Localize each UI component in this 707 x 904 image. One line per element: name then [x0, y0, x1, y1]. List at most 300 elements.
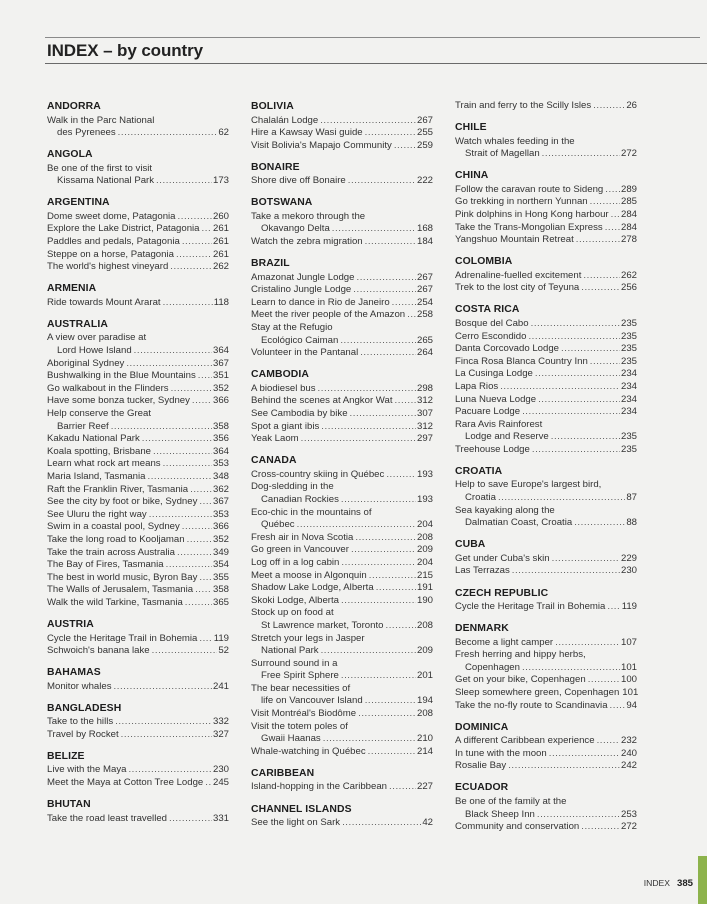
- entry-line: [455, 601, 637, 614]
- leader-dots: [163, 297, 213, 310]
- entry-line: [251, 633, 433, 646]
- entry-page-number: 227: [416, 781, 433, 793]
- entry-page-number: 262: [212, 261, 229, 273]
- entry-text: Maria Island, Tasmania: [47, 470, 146, 482]
- entry-page-number: 101: [620, 661, 637, 673]
- index-entry: [47, 777, 229, 790]
- entry-text: Take the no-fly route to Scandinavia: [455, 699, 608, 711]
- index-entry: [47, 471, 229, 484]
- entry-line: [47, 729, 229, 742]
- entry-page-number: 267: [416, 284, 433, 296]
- leader-dots: [121, 729, 212, 742]
- leader-dots: [321, 645, 416, 658]
- index-entry: [47, 764, 229, 777]
- entry-text: Bushwalking in the Blue Mountains: [47, 370, 196, 382]
- leader-dots: [182, 236, 212, 249]
- entry-text: Explore the Lake District, Patagonia: [47, 223, 200, 235]
- entry-text: Ride towards Mount Ararat: [47, 296, 161, 308]
- index-entry: [251, 322, 433, 347]
- leader-dots: [202, 223, 212, 236]
- entry-text: Have some bonza tucker, Sydney: [47, 395, 190, 407]
- entry-line: [251, 683, 433, 696]
- index-entry: [251, 544, 433, 557]
- leader-dots: [610, 700, 626, 713]
- entry-line: [455, 809, 637, 822]
- entry-text: Bosque del Cabo: [455, 317, 529, 329]
- leader-dots: [318, 383, 416, 396]
- country-heading: CAMBODIA: [251, 369, 309, 381]
- index-entry: [455, 234, 637, 247]
- entry-text: Trek to the lost city of Teyuna: [455, 282, 580, 294]
- index-entry: [455, 222, 637, 235]
- index-entry: [251, 721, 433, 746]
- entry-line: [251, 223, 433, 236]
- entry-line: [47, 127, 229, 140]
- index-entry: [47, 370, 229, 383]
- index-entry: [251, 532, 433, 545]
- entry-page-number: 261: [212, 248, 229, 260]
- entry-page-number: 88: [626, 517, 637, 529]
- leader-dots: [321, 421, 416, 434]
- leader-dots: [376, 582, 416, 595]
- entry-text: Free Spirit Sphere: [261, 670, 339, 682]
- entry-text: Cerro Escondido: [455, 330, 527, 342]
- entry-page-number: 289: [620, 183, 637, 195]
- index-entry: [47, 681, 229, 694]
- entry-text: In tune with the moon: [455, 747, 547, 759]
- index-entry: [47, 163, 229, 188]
- leader-dots: [356, 272, 416, 285]
- entry-page-number: 327: [212, 728, 229, 740]
- entry-text: National Park: [261, 645, 319, 657]
- entry-page-number: 208: [416, 531, 433, 543]
- index-entry: [47, 813, 229, 826]
- leader-dots: [320, 115, 416, 128]
- entry-page-number: 254: [416, 296, 433, 308]
- index-entry: [251, 481, 433, 506]
- index-entry: [455, 406, 637, 419]
- entry-text: Island-hopping in the Caribbean: [251, 781, 388, 793]
- leader-dots: [185, 597, 212, 610]
- leader-dots: [176, 249, 212, 262]
- entry-text: Danta Corcovado Lodge: [455, 343, 560, 355]
- country-heading: CARIBBEAN: [251, 767, 315, 779]
- index-entry: [47, 297, 229, 310]
- entry-page-number: 209: [416, 645, 433, 657]
- entry-text: Lodge and Reserve: [465, 431, 549, 443]
- entry-text: Shore dive off Bonaire: [251, 175, 346, 187]
- entry-page-number: 284: [620, 221, 637, 233]
- entry-page-number: 265: [416, 334, 433, 346]
- entry-page-number: 210: [416, 733, 433, 745]
- country-heading: BOTSWANA: [251, 197, 313, 209]
- entry-line: [251, 236, 433, 249]
- index-entry: [47, 261, 229, 274]
- country-heading: CROATIA: [455, 465, 503, 477]
- entry-text: Take the road least travelled: [47, 812, 167, 824]
- entry-line: [251, 620, 433, 633]
- entry-line: [455, 479, 637, 492]
- entry-text: Take to the hills: [47, 716, 114, 728]
- entry-text: Chalalán Lodge: [251, 114, 319, 126]
- index-entry: [251, 421, 433, 434]
- leader-dots: [149, 509, 212, 522]
- entry-line: [455, 796, 637, 809]
- entry-text: Okavango Delta: [261, 223, 330, 235]
- leader-dots: [551, 431, 620, 444]
- leader-dots: [386, 469, 416, 482]
- entry-text: Fresh herring and hippy herbs,: [455, 649, 586, 661]
- entry-line: [251, 746, 433, 759]
- entry-text: Cristalino Jungle Lodge: [251, 284, 352, 296]
- entry-text: Stay at the Refugio: [251, 322, 333, 334]
- section-tab-marker: [698, 856, 707, 904]
- leader-dots: [368, 746, 416, 759]
- leader-dots: [126, 358, 212, 371]
- entry-line: [455, 331, 637, 344]
- index-section: [251, 454, 433, 758]
- entry-line: [47, 645, 229, 658]
- index-entry: [251, 309, 433, 322]
- index-entry: [251, 140, 433, 153]
- index-column-1: [47, 100, 229, 825]
- entry-line: [455, 687, 637, 700]
- leader-dots: [607, 601, 620, 614]
- entry-page-number: 118: [213, 296, 229, 308]
- index-entry: [455, 343, 637, 356]
- entry-line: [251, 817, 433, 830]
- entry-page-number: 298: [416, 382, 433, 394]
- entry-text: Schwoich's banana lake: [47, 645, 150, 657]
- entry-line: [47, 297, 229, 310]
- entry-text: Amazonat Jungle Lodge: [251, 271, 355, 283]
- entry-line: [251, 781, 433, 794]
- leader-dots: [198, 370, 212, 383]
- entry-page-number: 355: [212, 571, 229, 583]
- index-section: [47, 318, 229, 610]
- entry-line: [251, 383, 433, 396]
- entry-line: [251, 708, 433, 721]
- leader-dots: [581, 282, 620, 295]
- leader-dots: [576, 234, 620, 247]
- index-entry: [251, 507, 433, 532]
- entry-line: [47, 163, 229, 176]
- index-entry: [47, 458, 229, 471]
- entry-line: [455, 444, 637, 457]
- entry-text: The best in world music, Byron Bay: [47, 571, 198, 583]
- entry-line: [455, 148, 637, 161]
- entry-text: Pacuare Lodge: [455, 406, 521, 418]
- country-heading: ARMENIA: [47, 283, 97, 295]
- entry-text: La Cusinga Lodge: [455, 368, 533, 380]
- entry-line: [251, 272, 433, 285]
- leader-dots: [574, 517, 625, 530]
- index-entry: [455, 270, 637, 283]
- leader-dots: [147, 471, 212, 484]
- entry-page-number: 230: [620, 565, 637, 577]
- entry-line: [251, 127, 433, 140]
- footer-page-number: 385: [676, 878, 693, 889]
- entry-page-number: 353: [212, 458, 229, 470]
- entry-text: Kakadu National Park: [47, 433, 140, 445]
- entry-text: Follow the caravan route to Sideng: [455, 183, 604, 195]
- entry-line: [455, 406, 637, 419]
- index-entry: [47, 223, 229, 236]
- entry-text: Whale-watching in Québec: [251, 745, 366, 757]
- index-column-3: [455, 100, 637, 834]
- leader-dots: [190, 484, 212, 497]
- entry-line: [47, 408, 229, 421]
- entry-text: The Bay of Fires, Tasmania: [47, 559, 164, 571]
- leader-dots: [153, 446, 212, 459]
- entry-page-number: 272: [620, 821, 637, 833]
- entry-text: Walk the wild Tarkine, Tasmania: [47, 596, 183, 608]
- entry-page-number: 234: [620, 406, 637, 418]
- entry-text: Volunteer in the Pantanal: [251, 347, 359, 359]
- entry-text: Surround sound in a: [251, 657, 338, 669]
- page-title: INDEX – by country: [47, 41, 203, 60]
- entry-line: [455, 492, 637, 505]
- entry-line: [455, 505, 637, 518]
- entry-page-number: 168: [416, 223, 433, 235]
- country-heading: COSTA RICA: [455, 304, 520, 316]
- entry-page-number: 235: [620, 343, 637, 355]
- entry-line: [251, 347, 433, 360]
- entry-line: [47, 261, 229, 274]
- entry-line: [455, 356, 637, 369]
- index-section: [47, 100, 229, 140]
- leader-dots: [114, 681, 212, 694]
- entry-page-number: 87: [626, 492, 637, 504]
- entry-text: Finca Rosa Blanca Country Inn: [455, 355, 588, 367]
- index-entry: [47, 521, 229, 534]
- entry-text: Canadian Rockies: [261, 493, 339, 505]
- entry-text: Copenhagen: [465, 661, 520, 673]
- index-entry: [47, 559, 229, 572]
- page-footer: [644, 877, 693, 890]
- entry-line: [455, 270, 637, 283]
- index-entry: [251, 746, 433, 759]
- index-section: [455, 622, 637, 712]
- leader-dots: [590, 356, 620, 369]
- entry-line: [455, 282, 637, 295]
- entry-line: [251, 140, 433, 153]
- entry-text: Steppe on a horse, Patagonia: [47, 248, 174, 260]
- entry-text: Koala spotting, Brisbane: [47, 445, 151, 457]
- entry-line: [47, 446, 229, 459]
- entry-line: [455, 184, 637, 197]
- index-entry: [455, 444, 637, 457]
- entry-line: [47, 681, 229, 694]
- entry-line: [47, 332, 229, 345]
- entry-line: [47, 471, 229, 484]
- index-entry: [47, 729, 229, 742]
- country-heading: AUSTRIA: [47, 619, 94, 630]
- entry-page-number: 42: [422, 817, 433, 829]
- leader-dots: [342, 817, 421, 830]
- entry-line: [47, 358, 229, 371]
- country-heading: CHANNEL ISLANDS: [251, 803, 352, 815]
- entry-page-number: 234: [620, 368, 637, 380]
- leader-dots: [588, 674, 620, 687]
- entry-line: [251, 395, 433, 408]
- entry-text: Yeak Laom: [251, 433, 299, 445]
- entry-page-number: 261: [212, 236, 229, 248]
- entry-line: [455, 748, 637, 761]
- entry-line: [251, 433, 433, 446]
- entry-line: [251, 115, 433, 128]
- entry-text: Visit Montréal's Biodôme: [251, 708, 357, 720]
- entry-text: A view over paradise at: [47, 332, 147, 344]
- index-entry: [47, 358, 229, 371]
- index-entry: [251, 658, 433, 683]
- entry-page-number: 235: [620, 431, 637, 443]
- leader-dots: [394, 140, 416, 153]
- leader-dots: [170, 261, 212, 274]
- index-section: [455, 169, 637, 246]
- leader-dots: [360, 347, 416, 360]
- entry-page-number: 356: [212, 433, 229, 445]
- leader-dots: [199, 633, 212, 646]
- entry-text: life on Vancouver Island: [261, 695, 363, 707]
- entry-page-number: 235: [620, 443, 637, 455]
- leader-dots: [199, 496, 212, 509]
- leader-dots: [128, 764, 212, 777]
- entry-page-number: 194: [416, 695, 433, 707]
- entry-text: des Pyrenees: [57, 127, 116, 139]
- entry-page-number: 259: [416, 139, 433, 151]
- entry-text: Hire a Kawsay Wasi guide: [251, 127, 363, 139]
- index-section: [455, 465, 637, 530]
- entry-text: Sea kayaking along the: [455, 504, 555, 516]
- entry-page-number: 62: [218, 127, 229, 139]
- entry-line: [251, 297, 433, 310]
- country-heading: CHINA: [455, 170, 489, 182]
- index-entry: [455, 649, 637, 674]
- entry-line: [251, 421, 433, 434]
- index-entry: [251, 433, 433, 446]
- entry-line: [455, 222, 637, 235]
- index-entry: [251, 607, 433, 632]
- entry-page-number: 255: [416, 127, 433, 139]
- index-section: [455, 100, 637, 113]
- leader-dots: [118, 127, 218, 140]
- entry-text: Swim in a coastal pool, Sydney: [47, 521, 180, 533]
- entry-line: [455, 343, 637, 356]
- entry-line: [47, 813, 229, 826]
- index-entry: [47, 633, 229, 646]
- country-heading: CHILE: [455, 122, 487, 134]
- index-entry: [455, 565, 637, 578]
- entry-line: [47, 777, 229, 790]
- entry-page-number: 208: [416, 619, 433, 631]
- leader-dots: [358, 708, 416, 721]
- leader-dots: [365, 236, 416, 249]
- entry-line: [47, 395, 229, 408]
- entry-line: [251, 175, 433, 188]
- index-entry: [251, 570, 433, 583]
- entry-text: Raft the Franklin River, Tasmania: [47, 483, 189, 495]
- entry-line: [455, 419, 637, 432]
- leader-dots: [597, 735, 620, 748]
- entry-line: [251, 595, 433, 608]
- entry-page-number: 222: [416, 175, 433, 187]
- entry-text: Take the long road to Kooljaman: [47, 533, 185, 545]
- entry-line: [251, 481, 433, 494]
- entry-line: [455, 735, 637, 748]
- leader-dots: [355, 532, 416, 545]
- index-entry: [455, 368, 637, 381]
- entry-text: Watch the zebra migration: [251, 236, 363, 248]
- index-section: [47, 196, 229, 273]
- entry-text: Log off in a log cabin: [251, 556, 340, 568]
- index-entry: [47, 433, 229, 446]
- leader-dots: [341, 595, 416, 608]
- entry-line: [251, 733, 433, 746]
- leader-dots: [605, 222, 620, 235]
- entry-page-number: 100: [620, 674, 637, 686]
- entry-text: See the light on Sark: [251, 817, 341, 829]
- entry-text: Fresh air in Nova Scotia: [251, 531, 354, 543]
- country-heading: ARGENTINA: [47, 197, 110, 209]
- leader-dots: [581, 821, 620, 834]
- entry-text: Québec: [261, 519, 295, 531]
- country-heading: AUSTRALIA: [47, 318, 108, 330]
- index-entry: [47, 484, 229, 497]
- index-section: [47, 282, 229, 309]
- entry-line: [47, 534, 229, 547]
- index-entry: [455, 381, 637, 394]
- leader-dots: [538, 394, 620, 407]
- entry-text: Be one of the family at the: [455, 795, 567, 807]
- entry-text: Meet the river people of the Amazon: [251, 309, 406, 321]
- leader-dots: [187, 534, 212, 547]
- index-entry: [251, 297, 433, 310]
- index-section: [455, 538, 637, 578]
- leader-dots: [385, 620, 416, 633]
- entry-page-number: 191: [416, 582, 433, 594]
- entry-line: [47, 572, 229, 585]
- entry-page-number: 353: [212, 508, 229, 520]
- entry-page-number: 209: [416, 544, 433, 556]
- leader-dots: [332, 223, 416, 236]
- index-section: [47, 798, 229, 825]
- leader-dots: [537, 809, 620, 822]
- entry-line: [251, 408, 433, 421]
- entry-text: Go trekking in northern Yunnan: [455, 196, 588, 208]
- entry-text: Pink dolphins in Hong Kong harbour: [455, 208, 609, 220]
- entry-text: Dalmatian Coast, Croatia: [465, 517, 573, 529]
- index-section: [455, 721, 637, 773]
- index-entry: [455, 687, 637, 700]
- entry-page-number: 240: [620, 747, 637, 759]
- entry-text: Community and conservation: [455, 821, 580, 833]
- leader-dots: [134, 345, 212, 358]
- entry-page-number: 204: [416, 556, 433, 568]
- entry-line: [47, 421, 229, 434]
- entry-page-number: 215: [416, 569, 433, 581]
- entry-page-number: 258: [416, 309, 433, 321]
- entry-text: Learn to dance in Rio de Janeiro: [251, 296, 390, 308]
- entry-line: [455, 136, 637, 149]
- entry-page-number: 193: [416, 493, 433, 505]
- entry-line: [455, 700, 637, 713]
- leader-dots: [392, 297, 416, 310]
- index-entry: [455, 796, 637, 821]
- entry-line: [47, 597, 229, 610]
- entry-line: [47, 370, 229, 383]
- country-heading: BOLIVIA: [251, 101, 294, 112]
